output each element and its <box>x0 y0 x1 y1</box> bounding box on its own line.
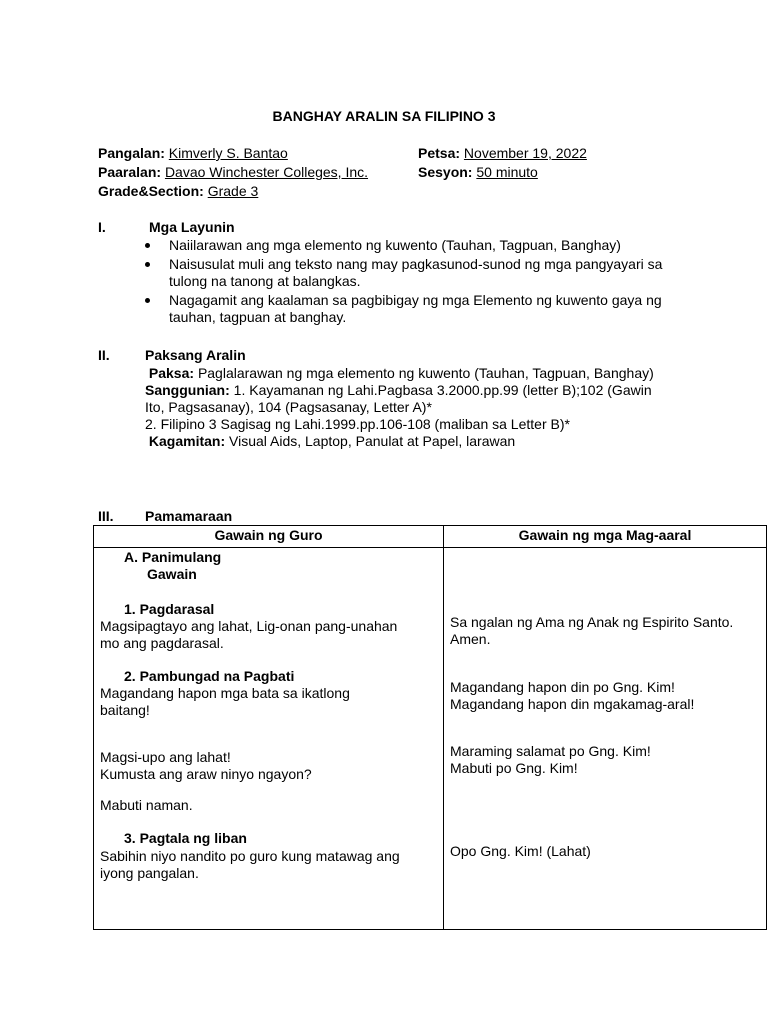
guro-text: Magsi-upo ang lahat! <box>100 749 231 765</box>
paksang-aralin <box>145 365 655 450</box>
mag-aaral-text: Amen. <box>450 631 491 647</box>
paaralan-row <box>98 164 368 183</box>
mag-aaral-text: Sa ngalan ng Ama ng Anak ng Espirito Santo. <box>450 614 734 630</box>
pagtala-heading: 3. Pagtala ng liban <box>124 830 247 846</box>
paaralan-value: Davao Winchester Colleges, Inc. <box>164 164 369 180</box>
pamamaraan-table <box>93 525 767 930</box>
mag-aaral-text: Mabuti po Gng. Kim! <box>450 760 578 776</box>
section1-number: I. <box>98 219 106 235</box>
paaralan-label: Paaralan: <box>98 164 162 180</box>
pangalan-value: Kimverly S. Bantao <box>168 145 288 161</box>
list-item: Nagagamit ang kaalaman sa pagbibigay ng mga Elemento ng kuwento gaya ng tauhan, tagpuan at banghay. <box>142 292 682 326</box>
section2-heading: Paksang Aralin <box>145 347 246 363</box>
document-title: BANGHAY ARALIN SA FILIPINO 3 <box>272 108 496 124</box>
guro-text: Kumusta ang araw ninyo ngayon? <box>100 766 312 782</box>
list-item: Naiilarawan ang mga elemento ng kuwento (Tauhan, Tagpuan, Banghay) <box>142 237 682 254</box>
table-header <box>94 526 766 548</box>
pagbati-heading: 2. Pambungad na Pagbati <box>124 668 295 684</box>
petsa-row <box>418 145 587 164</box>
col-header-mag-aaral: Gawain ng mga Mag-aaral <box>518 527 692 543</box>
panimulang-heading-1: A. Panimulang <box>124 549 222 565</box>
sesyon-row <box>418 164 587 183</box>
section2-number: II. <box>98 347 110 363</box>
guro-text: Sabihin niyo nandito po guro kung matawag ang <box>100 848 400 864</box>
mag-aaral-text: Magandang hapon din po Gng. Kim! <box>450 679 675 695</box>
paksa-line <box>145 365 655 382</box>
panimulang-heading-2: Gawain <box>147 566 197 582</box>
grade-value: Grade 3 <box>207 183 259 199</box>
guro-text: baitang! <box>100 702 150 718</box>
pangalan-label: Pangalan: <box>98 145 165 161</box>
paksa-value: Paglalarawan ng mga elemento ng kuwento (Tauhan, Tagpuan, Banghay) <box>197 365 654 381</box>
sanggunian-line <box>145 382 655 416</box>
sesyon-value: 50 minuto <box>476 164 538 180</box>
guro-text: mo ang pagdarasal. <box>100 635 224 651</box>
sanggunian-line-2: 2. Filipino 3 Sagisag ng Lahi.1999.pp.106-108 (maliban sa Letter B)* <box>145 416 570 432</box>
pangalan-row <box>98 145 368 164</box>
pagdarasal-heading: 1. Pagdarasal <box>124 601 215 617</box>
guro-text: iyong pangalan. <box>100 865 199 881</box>
section1-heading: Mga Layunin <box>149 219 235 235</box>
section3-number: III. <box>98 508 114 524</box>
info-right <box>418 145 587 183</box>
guro-text: Magsipagtayo ang lahat, Lig-onan pang-unahan <box>100 618 398 634</box>
paksa-label: Paksa: <box>148 365 195 381</box>
section3-heading: Pamamaraan <box>145 508 233 524</box>
grade-label: Grade&Section: <box>98 183 204 199</box>
list-item: Naisusulat muli ang teksto nang may pagkasunod-sunod ng mga pangyayari sa tulong na tanong at balangkas. <box>142 256 682 290</box>
col-header-guro: Gawain ng Guro <box>214 527 323 543</box>
layunin-list <box>142 237 682 328</box>
info-left <box>98 145 368 202</box>
sanggunian-value-1: 1. Kayamanan ng Lahi.Pagbasa 3.2000.pp.99 (letter B);102 (Gawin Ito, Pagsasanay), 104 (Pagsasanay, Letter A)* <box>145 382 652 415</box>
column-divider <box>443 526 444 929</box>
guro-text: Magandang hapon mga bata sa ikatlong <box>100 685 350 701</box>
kagamitan-line <box>145 433 655 450</box>
guro-text: Mabuti naman. <box>100 797 193 813</box>
grade-row <box>98 183 368 202</box>
petsa-value: November 19, 2022 <box>463 145 587 161</box>
sesyon-label: Sesyon: <box>418 164 473 180</box>
kagamitan-label: Kagamitan: <box>148 433 226 449</box>
kagamitan-value: Visual Aids, Laptop, Panulat at Papel, larawan <box>229 433 516 449</box>
sanggunian-label: Sanggunian: <box>145 382 230 398</box>
mag-aaral-text: Maraming salamat po Gng. Kim! <box>450 743 651 759</box>
mag-aaral-text: Magandang hapon din mgakamag-aral! <box>450 696 695 712</box>
petsa-label: Petsa: <box>418 145 461 161</box>
mag-aaral-text: Opo Gng. Kim! (Lahat) <box>450 843 591 859</box>
